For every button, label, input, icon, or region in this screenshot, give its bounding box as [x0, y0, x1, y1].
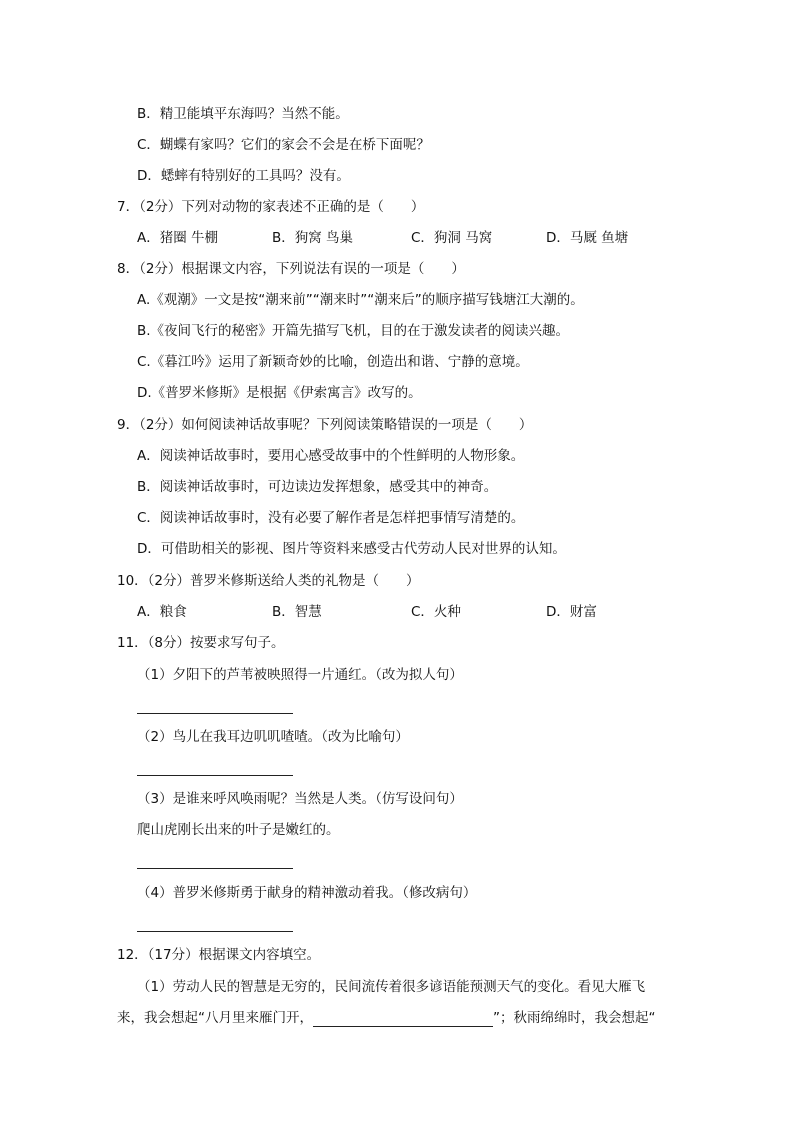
q7-option-d: D．马厩 鱼塘: [546, 230, 629, 246]
q7-option-b: B．狗窝 鸟巢: [272, 230, 354, 246]
q9-stem: 9．（2分）如何阅读神话故事呢？下列阅读策略错误的一项是（ ）: [117, 417, 533, 433]
q7-option-c: C．狗洞 马窝: [411, 230, 493, 246]
q11-sentence-3: （3）是谁来呼风唤雨呢？当然是人类。（仿写设问句）: [137, 791, 463, 807]
q8-stem: 8．（2分）根据课文内容，下列说法有误的一项是（ ）: [117, 261, 465, 277]
q11-sentence-4: （4）普罗米修斯勇于献身的精神激动着我。（修改病句）: [137, 885, 477, 901]
q11-stem: 11．（8分）按要求写句子。: [117, 635, 285, 651]
q9-option-c: C．阅读神话故事时，没有必要了解作者是怎样把事情写清楚的。: [137, 510, 525, 526]
q10-option-c: C．火种: [411, 604, 461, 620]
q8-option-b: B.《夜间飞行的秘密》开篇先描写飞机，目的在于激发读者的阅读兴趣。: [137, 323, 570, 339]
q9-option-a: A．阅读神话故事时，要用心感受故事中的个性鲜明的人物形象。: [137, 448, 525, 464]
q12-paragraph-line-2: [117, 1009, 656, 1027]
q12-paragraph-line-1: （1）劳动人民的智慧是无穷的，民间流传着很多谚语能预测天气的变化。看见大雁飞: [137, 979, 646, 995]
q9-option-b: B．阅读神话故事时，可边读边发挥想象，感受其中的神奇。: [137, 479, 498, 495]
q6-option-b: B．精卫能填平东海吗？当然不能。: [137, 106, 349, 122]
q11-sentence-3-prompt: 爬山虎刚长出来的叶子是嫩红的。: [137, 822, 340, 838]
q7-options: [137, 229, 697, 247]
q12-text-before-blank: 来，我会想起“八月里来雁门开，: [117, 1010, 313, 1026]
q12-fill-blank[interactable]: [313, 1012, 493, 1027]
q11-answer-line-1[interactable]: [137, 713, 293, 714]
q10-option-a: A．粮食: [137, 604, 187, 620]
q10-option-d: D．财富: [546, 604, 597, 620]
q6-option-d: D．蟋蟀有特别好的工具吗？没有。: [137, 168, 350, 184]
q7-stem: 7．（2分）下列对动物的家表述不正确的是（ ）: [117, 199, 425, 215]
q7-option-a: A．猪圈 牛棚: [137, 230, 219, 246]
q6-option-c: C．蝴蝶有家吗？它们的家会不会是在桥下面呢？: [137, 137, 430, 153]
q11-answer-line-2[interactable]: [137, 775, 293, 776]
q11-sentence-2: （2）鸟儿在我耳边叽叽喳喳。（改为比喻句）: [137, 729, 409, 745]
q10-options: [137, 603, 697, 621]
q12-text-after-blank: ”；秋雨绵绵时，我会想起“: [493, 1010, 656, 1026]
q8-option-d: D.《普罗米修斯》是根据《伊索寓言》改写的。: [137, 385, 422, 401]
q10-stem: 10．（2分）普罗米修斯送给人类的礼物是（ ）: [117, 573, 420, 589]
q10-option-b: B．智慧: [272, 604, 322, 620]
q8-option-c: C.《暮江吟》运用了新颖奇妙的比喻，创造出和谐、宁静的意境。: [137, 354, 529, 370]
q12-stem: 12．（17分）根据课文内容填空。: [117, 947, 321, 963]
q8-option-a: A.《观潮》一文是按“潮来前”“潮来时”“潮来后”的顺序描写钱塘江大潮的。: [137, 292, 584, 308]
q9-option-d: D．可借助相关的影视、图片等资料来感受古代劳动人民对世界的认知。: [137, 541, 566, 557]
q11-answer-line-3[interactable]: [137, 868, 293, 869]
q11-answer-line-4[interactable]: [137, 931, 293, 932]
q11-sentence-1: （1）夕阳下的芦苇被映照得一片通红。（改为拟人句）: [137, 667, 463, 683]
